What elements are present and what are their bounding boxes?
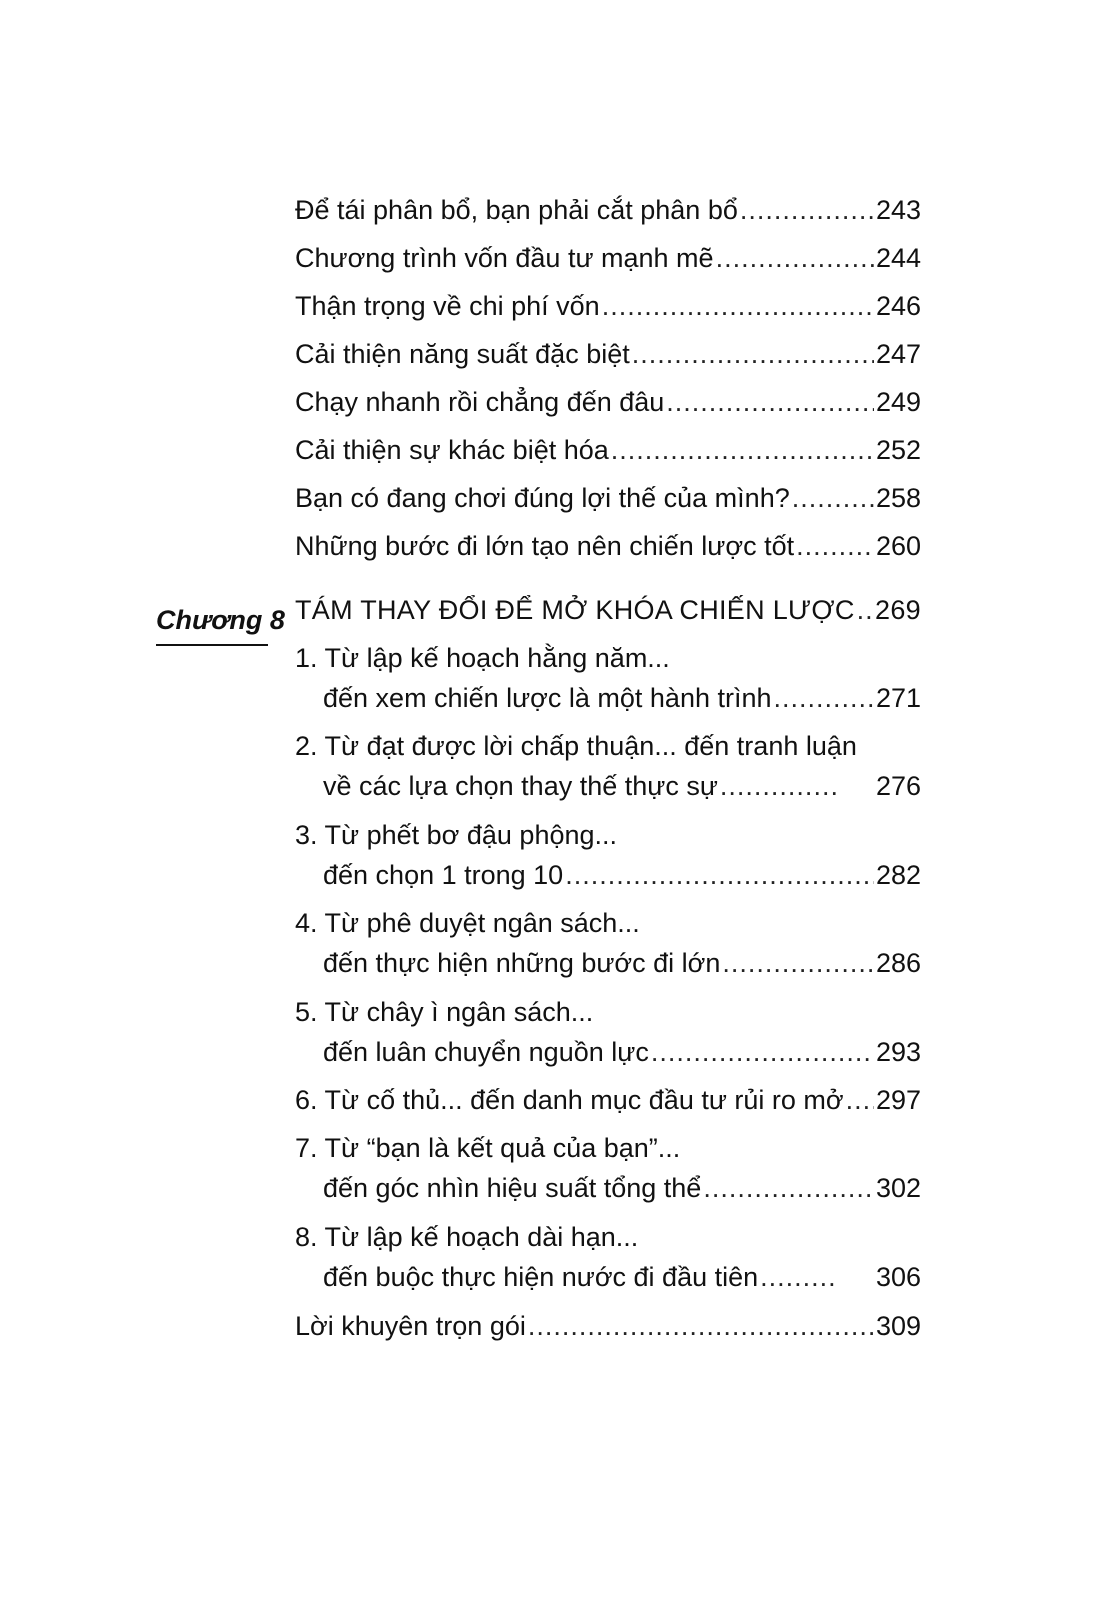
toc-entry-subtitle: đến góc nhìn hiệu suất tổng thể: [323, 1173, 702, 1203]
toc-entry: [295, 724, 921, 812]
toc-entry: [295, 524, 921, 568]
toc-entry-page: 293: [875, 1037, 921, 1067]
toc-entry-subtitle: đến xem chiến lược là một hành trình: [323, 683, 772, 713]
toc-entry-page: 252: [875, 435, 921, 465]
toc-entry-title: Chạy nhanh rồi chẳng đến đâu: [295, 387, 665, 417]
chapter-label: Chương 8: [156, 598, 268, 646]
toc-entry: [295, 380, 921, 424]
dot-leader: [632, 332, 874, 376]
toc-entry: [295, 332, 921, 376]
toc-entry: [295, 236, 921, 280]
toc-entry-page: 297: [875, 1085, 921, 1115]
toc-entry-title: 6. Từ cố thủ... đến danh mục đầu tư rủi ro mở: [295, 1085, 844, 1115]
dot-leader: [722, 941, 874, 985]
toc-entry-title: Những bước đi lớn tạo nên chiến lược tốt: [295, 531, 795, 561]
toc-entry-title: Chương trình vốn đầu tư mạnh mẽ: [295, 243, 714, 273]
dot-leader: [651, 1030, 874, 1074]
dot-leader: [720, 764, 838, 808]
chapter-page: 269: [875, 595, 921, 625]
toc-entry-page: 306: [875, 1262, 921, 1292]
toc-entry-title: Để tái phân bổ, bạn phải cắt phân bổ: [295, 195, 738, 225]
dot-leader: [796, 524, 874, 568]
toc-entry-title: 3. Từ phết bơ đậu phộng...: [295, 820, 618, 850]
toc-entry-title: Cải thiện năng suất đặc biệt: [295, 339, 630, 369]
dot-leader: [602, 284, 874, 328]
dot-leader: [774, 676, 874, 720]
toc-entry-title: Lời khuyên trọn gói: [295, 1311, 526, 1341]
toc-entry-title: 4. Từ phê duyệt ngân sách...: [295, 908, 640, 938]
toc-entry-page: 276: [875, 771, 921, 801]
toc-entry-page: 258: [875, 483, 921, 513]
toc-entry: [295, 1126, 921, 1214]
toc-entry-page: 286: [875, 948, 921, 978]
toc-entry-subtitle: về các lựa chọn thay thế thực sự: [323, 771, 718, 801]
toc-entry-title: Thận trọng về chi phí vốn: [295, 291, 600, 321]
dot-leader: [740, 188, 874, 232]
toc-entry-title: Cải thiện sự khác biệt hóa: [295, 435, 609, 465]
toc-entry: [295, 636, 921, 724]
toc-entry: [295, 990, 921, 1078]
dot-leader: [703, 1166, 874, 1210]
toc-entry-page: 243: [875, 195, 921, 225]
dot-leader: [611, 428, 874, 472]
dot-leader: [846, 1078, 874, 1122]
dot-leader: [716, 236, 874, 280]
dot-leader: [792, 476, 874, 520]
dot-leader: [666, 380, 874, 424]
toc-entry-title: 2. Từ đạt được lời chấp thuận... đến tranh luận: [295, 731, 857, 761]
toc-entry: [295, 1215, 921, 1303]
toc-entry: [295, 1078, 921, 1122]
toc-entry-page: 247: [875, 339, 921, 369]
toc-entry-subtitle: đến thực hiện những bước đi lớn: [323, 948, 721, 978]
toc-entry: [295, 428, 921, 472]
toc-entry-page: 309: [875, 1311, 921, 1341]
toc-entry: [295, 813, 921, 901]
toc-entry: [295, 901, 921, 989]
toc-entry-page: 302: [875, 1173, 921, 1203]
toc-entry-title: Bạn có đang chơi đúng lợi thế của mình?: [295, 483, 790, 513]
chapter-heading: [295, 588, 921, 632]
toc-entry-title: 5. Từ chây ì ngân sách...: [295, 997, 594, 1027]
toc-entry-title: 1. Từ lập kế hoạch hằng năm...: [295, 643, 670, 673]
toc-entry: [295, 188, 921, 232]
toc-entry-page: 260: [875, 531, 921, 561]
toc-entry-page: 244: [875, 243, 921, 273]
toc-entry: [295, 284, 921, 328]
dot-leader: [857, 588, 873, 632]
toc-entry-page: 249: [875, 387, 921, 417]
toc-entry-subtitle: đến luân chuyển nguồn lực: [323, 1037, 649, 1067]
toc-entry-page: 282: [875, 860, 921, 890]
chapter-title: TÁM THAY ĐỔI ĐỂ MỞ KHÓA CHIẾN LƯỢC: [295, 595, 855, 625]
toc-entry-page: 246: [875, 291, 921, 321]
toc-entry-title: 7. Từ “bạn là kết quả của bạn”...: [295, 1133, 681, 1163]
dot-leader: [528, 1304, 874, 1348]
dot-leader: [760, 1255, 836, 1299]
dot-leader: [565, 853, 874, 897]
toc-entry: [295, 1304, 921, 1348]
toc-entry-subtitle: đến buộc thực hiện nước đi đầu tiên: [323, 1262, 759, 1292]
toc-entry: [295, 476, 921, 520]
toc-entry-title: 8. Từ lập kế hoạch dài hạn...: [295, 1222, 639, 1252]
toc-entry-subtitle: đến chọn 1 trong 10: [323, 860, 564, 890]
toc-entry-page: 271: [875, 683, 921, 713]
